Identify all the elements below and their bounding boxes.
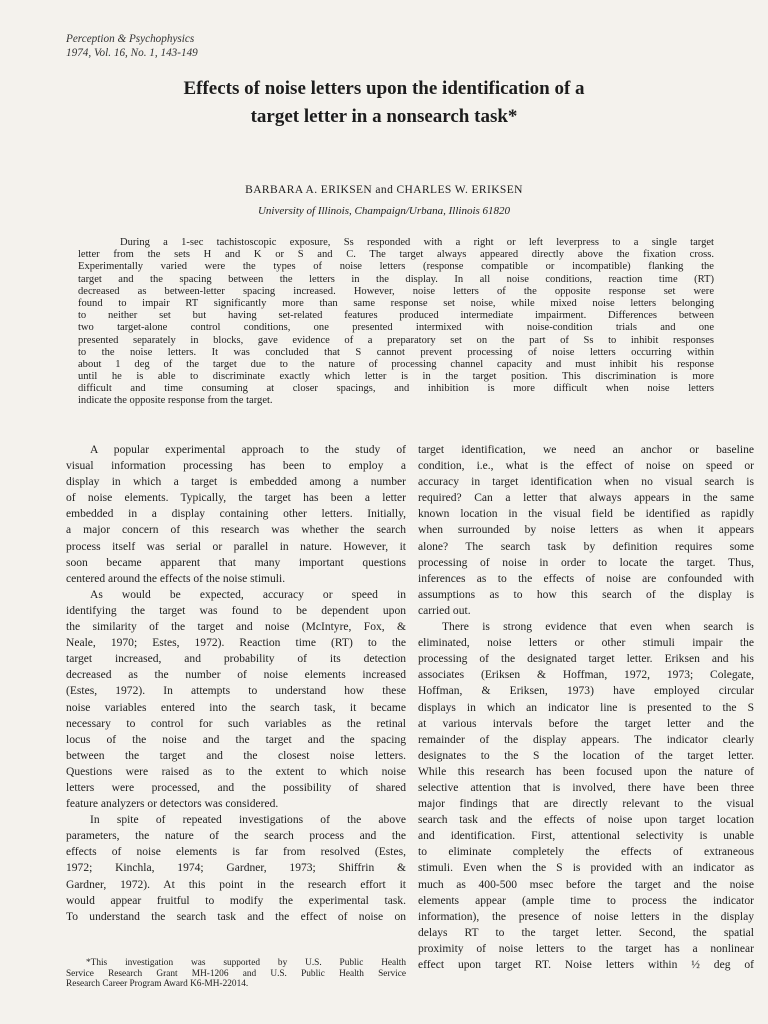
body-text-line: delays RT to the target letter. Second, the spatial: [418, 926, 754, 939]
body-text-line: processing of the designated target letter. Eriksen and his: [418, 653, 754, 666]
footnote-line: Research Career Program Award K6-MH-22014.: [66, 979, 249, 990]
funding-footnote: [66, 958, 406, 990]
body-text-line: accuracy in target identification when no visual search is: [418, 476, 754, 489]
body-text-line: Questions were raised as to the extent to which noise: [66, 765, 406, 778]
body-text-line: known location in the visual field be identified as rapidly: [418, 508, 754, 521]
abstract-line: indicate the opposite response from the target.: [78, 395, 273, 407]
body-text-line: centered around the effects of the noise stimuli.: [66, 572, 286, 585]
abstract: [78, 237, 714, 408]
body-text-line: would appear fruitful to modify the experimental task.: [66, 894, 406, 907]
body-text-line: letters were processed, and the possibility of shared: [66, 781, 406, 794]
body-text-line: of noise elements. Typically, the target has been a letter: [66, 492, 406, 505]
body-text-line: processing of noise in order to locate the target. Thus,: [418, 556, 754, 569]
abstract-line: Experimentally varied were the types of noise letters (response compatible or incompatible) flanking the: [78, 261, 714, 273]
body-text-line: In spite of repeated investigations of the above: [90, 814, 406, 827]
body-text-line: Gardner, 1972). At this point in the research effort it: [66, 878, 406, 891]
abstract-line: to neither set but having set-related features produced intermediate impairment. Differences between: [78, 310, 714, 322]
body-text-line: noise variables entered into the search task, it became: [66, 701, 406, 714]
body-text-line: information), the presence of noise letters in the display: [418, 910, 754, 923]
body-text-line: assumptions as to how this search of the display is: [418, 588, 754, 601]
journal-header: [66, 32, 198, 60]
body-text-line: selective attention that is involved, there have been three: [418, 781, 754, 794]
body-text-line: search task and the effects of noise upon target location: [418, 814, 754, 827]
body-text-line: displays in which an indicator line is presented to the S: [418, 701, 754, 714]
author-affiliation: University of Illinois, Champaign/Urbana, Illinois 61820: [257, 205, 511, 217]
body-text-line: inferences as to the effects of noise are confounded with: [418, 572, 754, 585]
body-text-line: alone? The search task by definition requires some: [418, 540, 754, 553]
body-text-line: at various intervals before the target letter and the: [418, 717, 754, 730]
body-text-line: locus of the noise and the target and the spacing: [66, 733, 406, 746]
body-text-line: required? Can a letter that always appears in the same: [418, 492, 754, 505]
body-text-line: major findings that are directly relevant to the visual: [418, 798, 754, 811]
body-text-line: effects of noise elements is far from resolved (Estes,: [66, 846, 406, 859]
body-text-line: process itself was serial or parallel in nature. However, it: [66, 540, 406, 553]
body-text-line: embedded in a display containing other letters. Initially,: [66, 508, 406, 521]
abstract-line: to the noise letters. It was concluded that S cannot prevent processing of noise letters occurring within: [78, 346, 714, 358]
body-text-line: stimuli. Even when the S is provided with an indicator as: [418, 862, 754, 875]
body-text-line: To understand the search task and the effect of noise on: [66, 910, 406, 923]
body-text-line: a major concern of this research was whether the search: [66, 524, 406, 537]
body-text-line: As would be expected, accuracy or speed in: [90, 588, 406, 601]
abstract-line: decreased as between-letter spacing increased. However, noise letters of the opposite response set were: [78, 285, 714, 297]
abstract-line: target and the spacing between the letters in the display. In all noise conditions, reaction time (RT): [78, 273, 714, 285]
body-text-line: designates to the S the location of the target letter.: [418, 749, 754, 762]
journal-name: Perception & Psychophysics: [66, 33, 195, 45]
body-text-line: the similarity of the target and noise (McIntyre, Fox, &: [66, 621, 406, 634]
title-line: target letter in a nonsearch task*: [250, 106, 518, 127]
footnote-line: *This investigation was supported by U.S. Public Health: [86, 958, 406, 968]
body-text-line: much as 400-500 msec before the target and the noise: [418, 878, 754, 891]
body-text-line: 1972; Kinchla, 1974; Gardner, 1973; Shiffrin &: [66, 862, 406, 875]
body-text-line: visual information processing has been to employ a: [66, 460, 406, 473]
body-text-line: feature analyzers or detectors was considered.: [66, 798, 279, 811]
body-column-right: [418, 442, 754, 973]
body-text-line: There is strong evidence that even when search is: [442, 621, 754, 634]
body-text-line: identifying the target was found to be dependent upon: [66, 604, 406, 617]
abstract-line: presented separately in blocks, gave evidence of a preparatory set on the part of Ss to inhibit responses: [78, 334, 714, 346]
body-text-line: effect upon target RT. Noise letters within ½ deg of: [418, 959, 754, 971]
body-text-line: A popular experimental approach to the study of: [90, 444, 406, 456]
abstract-line: letter from the sets H and K or S and C. The target always appeared directly above the fixation cross.: [78, 249, 714, 261]
body-text-line: between the target and the closest noise letters.: [66, 749, 406, 762]
abstract-line: found to impair RT significantly more than same response set noise, while mixed noise letters belonging: [78, 297, 714, 309]
body-text-line: Hoffman, & Eriksen, 1973) have employed circular: [418, 685, 754, 698]
body-text-line: eliminated, noise letters or other stimuli impair the: [418, 637, 754, 650]
body-text-line: While this research has been focused upon the nature of: [418, 765, 754, 778]
body-text-line: necessary to control for such variables as the retinal: [66, 717, 406, 730]
body-text-line: associates (Eriksen & Hoffman, 1972, 1973; Colegate,: [418, 669, 754, 682]
body-text-line: target increased, and probability of its detection: [66, 653, 406, 666]
body-text-line: to eliminate completely the effects of extraneous: [418, 846, 754, 859]
abstract-line: about 1 deg of the target due to the nature of processing channel capacity and must inhibit his response: [78, 358, 714, 370]
body-text-line: display in which a target is embedded among a number: [66, 476, 406, 489]
abstract-line: until he is able to discriminate exactly which letter is in the target position. This discrimination is more: [78, 371, 714, 383]
body-column-left: [66, 442, 406, 925]
footnote-line: Service Research Grant MH-1206 and U.S. Public Health Service: [66, 968, 406, 979]
abstract-line: difficult and time consuming at closer spacings, and inhibition is more difficult when noise letters: [78, 383, 714, 395]
body-text-line: remainder of the display appears. The indicator clearly: [418, 733, 754, 746]
author-names: BARBARA A. ERIKSEN and CHARLES W. ERIKSEN: [245, 184, 523, 196]
body-text-line: decreased as the number of noise elements increased: [66, 669, 406, 682]
body-text-line: proximity of noise letters to the target has a nonlinear: [418, 942, 754, 955]
body-text-line: target identification, we need an anchor or baseline: [418, 444, 754, 456]
title-line: Effects of noise letters upon the identification of a: [183, 78, 585, 99]
body-text-line: and identification. First, attentional selectivity is unable: [418, 830, 754, 843]
abstract-line: During a 1-sec tachistoscopic exposure, Ss responded with a right or left leverpress to a single target: [120, 237, 714, 248]
body-text-line: parameters, the nature of the search process and the: [66, 830, 406, 843]
journal-citation: 1974, Vol. 16, No. 1, 143-149: [66, 47, 198, 59]
body-text-line: soon became apparent that many important questions: [66, 556, 406, 569]
abstract-line: two target-alone control conditions, one presented intermixed with noise-condition trials and one: [78, 322, 714, 334]
body-text-line: (Estes, 1972). In attempts to understand how these: [66, 685, 406, 698]
body-text-line: carried out.: [418, 604, 471, 617]
article-title: [60, 75, 708, 131]
body-text-line: when surrounded by noise letters as when it appears: [418, 524, 754, 537]
body-text-line: condition, i.e., what is the effect of noise on speed or: [418, 460, 754, 473]
body-text-line: Neale, 1970; Estes, 1972). Reaction time (RT) to the: [66, 637, 406, 650]
body-text-line: elements appear (ample time to process the indicator: [418, 894, 754, 907]
